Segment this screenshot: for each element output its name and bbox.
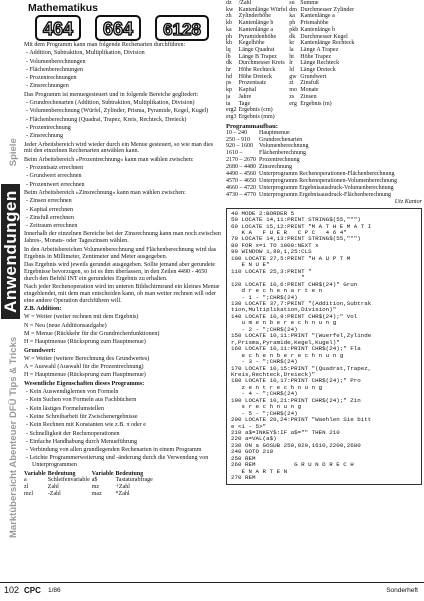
addition-example-heading: Z.B. Addition: (24, 306, 62, 313)
table-cell (300, 114, 356, 121)
line-range: 920 – 1600 (226, 143, 253, 150)
list-item: - Prozentwert errechnen (26, 181, 85, 188)
section-description: Zinsrechnung (259, 164, 292, 171)
base-value-list (24, 356, 222, 380)
table-cell: Schleifenvariable (47, 477, 90, 484)
list-item: - Kein Suchen von Formeln aus Fachbüchern (26, 397, 137, 404)
section-description: Unterprogramm Rechenoperationen-Volumenberechnung (259, 178, 398, 184)
list-item: - Kein Auswendiglernen von Formeln (26, 389, 119, 396)
table-cell: gw (289, 73, 297, 80)
intro-paragraph: Mit dem Programm kann man folgende Rechenarten durchführen: (24, 42, 186, 48)
rounding-paragraph: Das Ergebnis wird jeweils gerundet ausgegeben. Sollte jemand aber gerundete Ergebnisse bevorzugen, so ist es ihm überlassen, in den Zeilen 4490 - 4650 durch den Befehl INT ein gerundetes Ergebnis zu erhalten. (24, 261, 216, 282)
table-cell: Grundwert (300, 73, 327, 80)
table-row (226, 47, 356, 54)
table-cell: Summe (300, 0, 319, 6)
table-cell: Zylinderhöhe (238, 13, 271, 20)
table-cell: Höhe Trapez (300, 53, 332, 60)
table-cell: *Zahl (115, 490, 130, 497)
table-cell: +Zahl (115, 484, 130, 491)
sidebar-sections: Marktübersicht Abenteuer DFÜ Tips & Tricks (8, 336, 19, 538)
table-cell (289, 114, 300, 121)
list-item: - Flächenberechnungen (26, 66, 84, 73)
list-item: M = Menue (Rückkehr für die Grundrechenfunktionen) (24, 330, 160, 337)
list-item: W = Weiter (weitere Berechnung des Grundwertes) (24, 355, 150, 362)
table-cell: ps (226, 80, 232, 87)
line-range: 2170 – 2670 (226, 157, 256, 164)
table-row (226, 114, 356, 121)
table-cell: hd (226, 73, 232, 80)
table-cell: Tastaturabfrage (115, 477, 153, 484)
line-range: 10 – 240 (226, 129, 247, 136)
table-header: Bedeutung (47, 470, 76, 477)
submenu-paragraph: Nach jeder Rechenoperation wird im unteren Bildschirmrand ein kleines Menue eingeblendet, mit dem man entscheiden kann, ob man weiter rechnen will oder eine andere Operation durchführen will. (24, 283, 220, 304)
table-cell: kh (226, 40, 232, 47)
table-cell: lq (226, 46, 231, 53)
units-paragraph: In den Arbeitsbereichen Volumenberechnung und Flächenberechnung wird das Ergebnis in Millimeter, Zentimeter und Meter ausgegeben. (24, 246, 217, 260)
list-item: W = Weiter (weiter rechnen mit dem Ergebnis) (24, 314, 139, 321)
table-cell: dz (226, 0, 232, 6)
table-cell: Zinsen (300, 93, 317, 100)
basic-listing: 40 MODE 2:BORDER 5 50 LOCATE 14,11:PRINT STRING$(55,"*") 60 LOCATE 15,12:PRINT "M A T H E M A T I K A F U E R C P C 4 6 4" 70 LOCATE 14,13:PRINT STRING$(55,"*") 80 FOR x=1 TO 1000:NEXT x 90 WINDOW 1,80,1,25:CLS 100 LOCATE 27,5:PRINT "H A U P T M E N U E" 110 LOCATE 25,3:PRINT " " 120 LOCATE 10,6:PRINT CHR$(24)" Grun d r e c h e n a r t e n - 1 - ";CHR$(24) 130 LOCATE 37,7:PRINT "(Addition,Subtrak tion,Multiplikation,Division)" 140 LOCATE 10,9:PRINT CHR$(24);" Vol u m e n b e r e c h n u n g - 2 - ";CHR$(24) 150 LOCATE 10,11:PRINT "(Wuerfel,Zylinde r,Prisma,Pyramide,Kegel,Kugel)" 160 LOCATE 10,11:PRINT CHR$(24);" Fla e c h e n b e r e c h n u n g - 3 - ";CHR$(24) 170 LOCATE 10,15:PRINT "(Quadrat,Trapez, Kreis,Rechteck,Dreieck)" 180 LOCATE 10,17:PRINT CHR$(24);" Pro z e n t r e c h n u n g - 4 - ";CHR$(24) 190 LOCATE 10,21:PRINT CHR$(24);" Zin s r e c h n u n g - 5 - ";CHR$(24) 200 LOCATE 20,24:PRINT "Waehlen Sie bitt e <1 - 5>" 210 a$=INKEY$:IF a$="" THEN 210 220 a=VAL(a$) 230 ON a GOSUB 250,920,1610,2200,2680 240 GOTO 210 250 REM 260 REM G R U N D R E C H E N A R T E N 270 REM (226, 208, 422, 485)
table-cell (289, 107, 300, 114)
table-cell: Jahre (238, 93, 252, 100)
table-row (226, 60, 356, 67)
table-row (226, 94, 356, 101)
left-column (24, 0, 222, 576)
table-cell: ta (226, 100, 231, 107)
table-cell: Kantenlänge Würfel (238, 6, 288, 13)
table-cell: erg3 (226, 113, 237, 120)
table-row (226, 0, 356, 7)
cpc-model-logos (32, 14, 222, 42)
table-cell: Länge Dreieck (300, 67, 336, 74)
table-row (226, 54, 356, 61)
table-cell: ld (289, 67, 294, 74)
list-item: - Kein Rechnen mit Konstanten wie z.B. π oder e (26, 422, 147, 429)
magazine-name: CPC (24, 586, 41, 595)
table-cell: Länge Quadrat (238, 46, 275, 53)
table-header: Variable (91, 470, 114, 477)
line-range: 4490 – 4560 (226, 171, 256, 178)
table-cell: kp (226, 87, 232, 94)
table-cell: zh (226, 13, 232, 20)
program-structure-table (226, 130, 400, 199)
table-row (226, 40, 356, 47)
areas-list (24, 100, 222, 140)
features-heading: Wesentliche Eigenschaften dieses Programms: (24, 380, 145, 387)
table-cell: Kegelhöhe (238, 40, 265, 47)
sidebar-active-section: Anwendungen (1, 184, 20, 319)
interest-list (24, 198, 222, 230)
table-cell: Kantenlänge a (300, 13, 335, 20)
issue-number: 1/86 (48, 587, 61, 594)
section-description: Prozentrechnung (259, 157, 300, 164)
list-item: - Kein lästiges Formelumstellen (26, 405, 105, 412)
table-cell: zi (289, 80, 294, 87)
logo-464 (36, 16, 80, 40)
list-item: N = Neu (neue Additionsaufgabe) (24, 322, 107, 329)
line-range: 4570 – 4650 (226, 178, 256, 184)
table-cell: Monate (300, 87, 319, 94)
list-item: - Leichte Programmerweiterung und -änderung durch die Verwendung von Unterprogrammen (26, 455, 209, 469)
percent-list (24, 165, 222, 189)
table-cell: maz (91, 490, 102, 497)
table-cell: Ergebnis (cm) (238, 107, 273, 114)
svg-text:464: 464 (42, 19, 74, 39)
table-cell: zl (24, 484, 29, 491)
table-cell: ka (226, 26, 232, 33)
table-cell: erg (289, 100, 297, 107)
line-range: 2680 – 4480 (226, 164, 256, 171)
list-item: - Prozentrechnung (26, 124, 71, 131)
percent-paragraph: Beim Arbeitsbereich »Prozentrechnung« kann man wählen zwischen: (24, 156, 194, 163)
table-cell: Zinsfuß (300, 80, 319, 87)
table-row (24, 484, 155, 491)
table-cell: Prozentsatz (238, 80, 267, 87)
table-cell: Prismahöhe (300, 20, 329, 27)
table-cell: a (24, 477, 27, 484)
table-cell: Durchmesser Kreis (238, 60, 285, 67)
table-cell: Kantenlänge b (300, 26, 336, 33)
list-item: - Kapital errechnen (26, 206, 74, 213)
svg-text:6128: 6128 (163, 20, 201, 39)
list-item: - Zinsfuß errechnen (26, 214, 75, 221)
special-issue-label: Sonderheft (386, 587, 418, 594)
table-cell: Kantenlänge Rechteck (300, 40, 355, 47)
table-cell: -Zahl (47, 490, 61, 497)
table-row (226, 80, 356, 87)
structure-paragraph: Das Programm ist menuegesteuert und in folgende Bereiche gegliedert: (24, 91, 199, 98)
table-cell: hr (226, 67, 231, 74)
author-name: Utz Kantor (394, 198, 422, 205)
table-row (226, 178, 400, 185)
list-item: - Addition, Subtraktion, Multiplikation, Division (26, 50, 145, 57)
table-cell: Pyramidenhöhe (238, 33, 277, 40)
table-cell: ht (289, 53, 294, 60)
table-cell: Länge A Trapez (300, 46, 339, 53)
table-row (226, 143, 400, 150)
table-cell: la (289, 46, 294, 53)
table-cell: lr (289, 60, 293, 67)
table-cell: Kantenlänge b (238, 20, 274, 27)
list-item: - Grundwert errechnen (26, 173, 82, 180)
table-cell: Durchmesser Zylinder (300, 6, 355, 13)
table-cell: mzl (24, 490, 33, 497)
list-item: - Volumenberechnungen (26, 58, 86, 65)
section-description: Unterprogramm Ergebnisausdruck-Volumenberechnung (259, 184, 394, 191)
list-item: - Volumenberechnung (Würfel, Zylinder, Prisma, Pyramide, Kegel, Kugel) (26, 108, 209, 115)
svg-text:664: 664 (102, 19, 134, 39)
list-item: - Zinsrechnungen (26, 83, 69, 90)
table-cell: lb (226, 53, 231, 60)
table-cell: ph (289, 20, 296, 27)
table-cell: Höhe Rechteck (238, 67, 276, 74)
table-row (226, 171, 400, 178)
table-row (226, 150, 400, 157)
list-item: - Keine Schreibarbeit für Zwischenergebnisse (26, 413, 138, 420)
list-item: - Prozentsatz errechnen (26, 165, 84, 172)
operations-list (24, 50, 222, 90)
menu-paragraph: Jeder Arbeitsbereich wird wieder durch ein Menue gesteuert, so wie man dies mit den einzelnen Rechenarten anwählen kann. (24, 141, 214, 155)
table-row (226, 157, 400, 164)
table-row (24, 491, 155, 498)
list-item: - Schnelligkeit der Rechenoperationen (26, 430, 120, 437)
sidebar-section-games: Spiele (8, 138, 19, 167)
table-row (24, 477, 155, 484)
base-value-heading: Grundwert: (24, 347, 56, 354)
table-cell: erg2 (226, 107, 237, 114)
list-item: - Zinsrechnung (26, 133, 64, 140)
section-description: Unterprogramm Ergebnisausdruck-Flächenberechnung (259, 191, 392, 198)
line-range: 1610 – (226, 150, 243, 157)
table-row (226, 137, 400, 144)
list-item: A = Auswahl (Auswahl für die Prozentrechnung) (24, 364, 144, 371)
section-description: Unterprogramm Rechenoperationen-Flächenberechnung (259, 171, 395, 178)
table-header: Bedeutung (115, 470, 144, 477)
table-cell: su (289, 0, 295, 6)
interest-paragraph: Beim Arbeitsbereich »Zinsrechnung« kann man wählen zwischen: (24, 189, 186, 196)
table-cell: kr (289, 40, 295, 47)
table-cell: dk (226, 60, 232, 67)
section-sidebar (0, 0, 22, 578)
variables-table-left (24, 471, 155, 498)
table-row (226, 20, 356, 27)
table-row (226, 192, 400, 199)
line-range: 4730 – 4770 (226, 191, 256, 198)
list-item: - Flächenberechnung (Quadrat, Trapez, Kreis, Rechteck, Dreieck) (26, 116, 187, 123)
page-number: 102 (4, 585, 20, 595)
table-cell: mz (91, 484, 100, 491)
logo-6128 (156, 16, 208, 40)
table-cell (300, 107, 356, 114)
table-cell: Länge B Trapez (238, 53, 277, 60)
table-row (226, 164, 400, 171)
variables-table-right (226, 0, 356, 121)
interest-periods-paragraph: Innerhalb der einzelnen Bereiche bei der Zinsrechnung kann man noch zwischen Jahres-, Monats- oder Tageszinsen wählen. (24, 231, 221, 245)
table-cell: /Zahl (238, 0, 252, 6)
table-cell: Ergebnis (m) (300, 100, 332, 107)
table-header: Variable (24, 470, 46, 477)
table-cell: a$ (91, 477, 98, 484)
table-cell: kw (226, 6, 234, 13)
table-cell: kb (226, 20, 232, 27)
table-cell: Kantenlänge a (238, 26, 274, 33)
table-cell: ka (289, 13, 295, 20)
list-item: - Zinsen errechnen (26, 198, 72, 205)
table-row (226, 185, 400, 192)
program-structure-heading: Programmaufbau: (226, 122, 278, 130)
table-cell: Höhe Dreieck (238, 73, 273, 80)
right-column (226, 0, 422, 576)
table-cell: Zahl (47, 484, 59, 491)
list-item: H = Hauptmenue (Rücksprung zum Hauptmenue) (24, 372, 146, 379)
table-row (226, 87, 356, 94)
table-cell: ph (226, 33, 232, 40)
section-description: Grundrechenarten (259, 136, 303, 143)
addition-example-list (24, 314, 222, 346)
list-item: - Verbindung von allen grundlegenden Rechenarten in einem Programm (26, 447, 202, 454)
table-cell: Tage (238, 100, 251, 107)
table-cell: mo (289, 87, 297, 94)
sidebar-labels (1, 138, 21, 538)
line-range: 4660 – 4720 (226, 184, 256, 191)
list-item: - Zeitraum errechnen (26, 223, 78, 230)
list-item: - Prozentrechnungen (26, 75, 77, 82)
section-description: Volumenberechnung (259, 143, 309, 150)
table-cell: pkb (289, 26, 299, 33)
table-cell: Ergebnis (mm) (238, 113, 275, 120)
table-row (226, 27, 356, 34)
table-row (226, 130, 400, 137)
article-title: Mathematikus (28, 2, 99, 14)
list-item: - Einfache Handhabung durch Menueführung (26, 438, 138, 445)
line-range: 250 – 910 (226, 136, 250, 143)
table-row (226, 7, 356, 14)
list-item: H = Hauptmenue (Rücksprung zum Hauptmenue) (24, 339, 146, 346)
section-description: Hauptmenue (259, 129, 290, 136)
table-cell: dm (289, 6, 297, 13)
page-footer (0, 582, 424, 601)
table-row (226, 13, 356, 20)
table-row (226, 67, 356, 74)
table-cell: dk (289, 33, 296, 40)
table-row (226, 107, 356, 114)
table-cell: ja (226, 93, 231, 100)
logo-664 (96, 16, 140, 40)
table-cell: Kapital (238, 87, 257, 94)
table-row (226, 34, 356, 41)
table-row (226, 74, 356, 81)
features-list (24, 389, 222, 469)
section-description: Flächenberechnung (259, 150, 306, 157)
table-cell: Durchmesser Kegel (300, 33, 348, 40)
table-cell: zs (289, 93, 295, 100)
table-cell: Länge Rechteck (300, 60, 340, 67)
list-item: - Grundrechenarten (Addition, Subtraktion, Multiplikation, Division) (26, 100, 195, 107)
